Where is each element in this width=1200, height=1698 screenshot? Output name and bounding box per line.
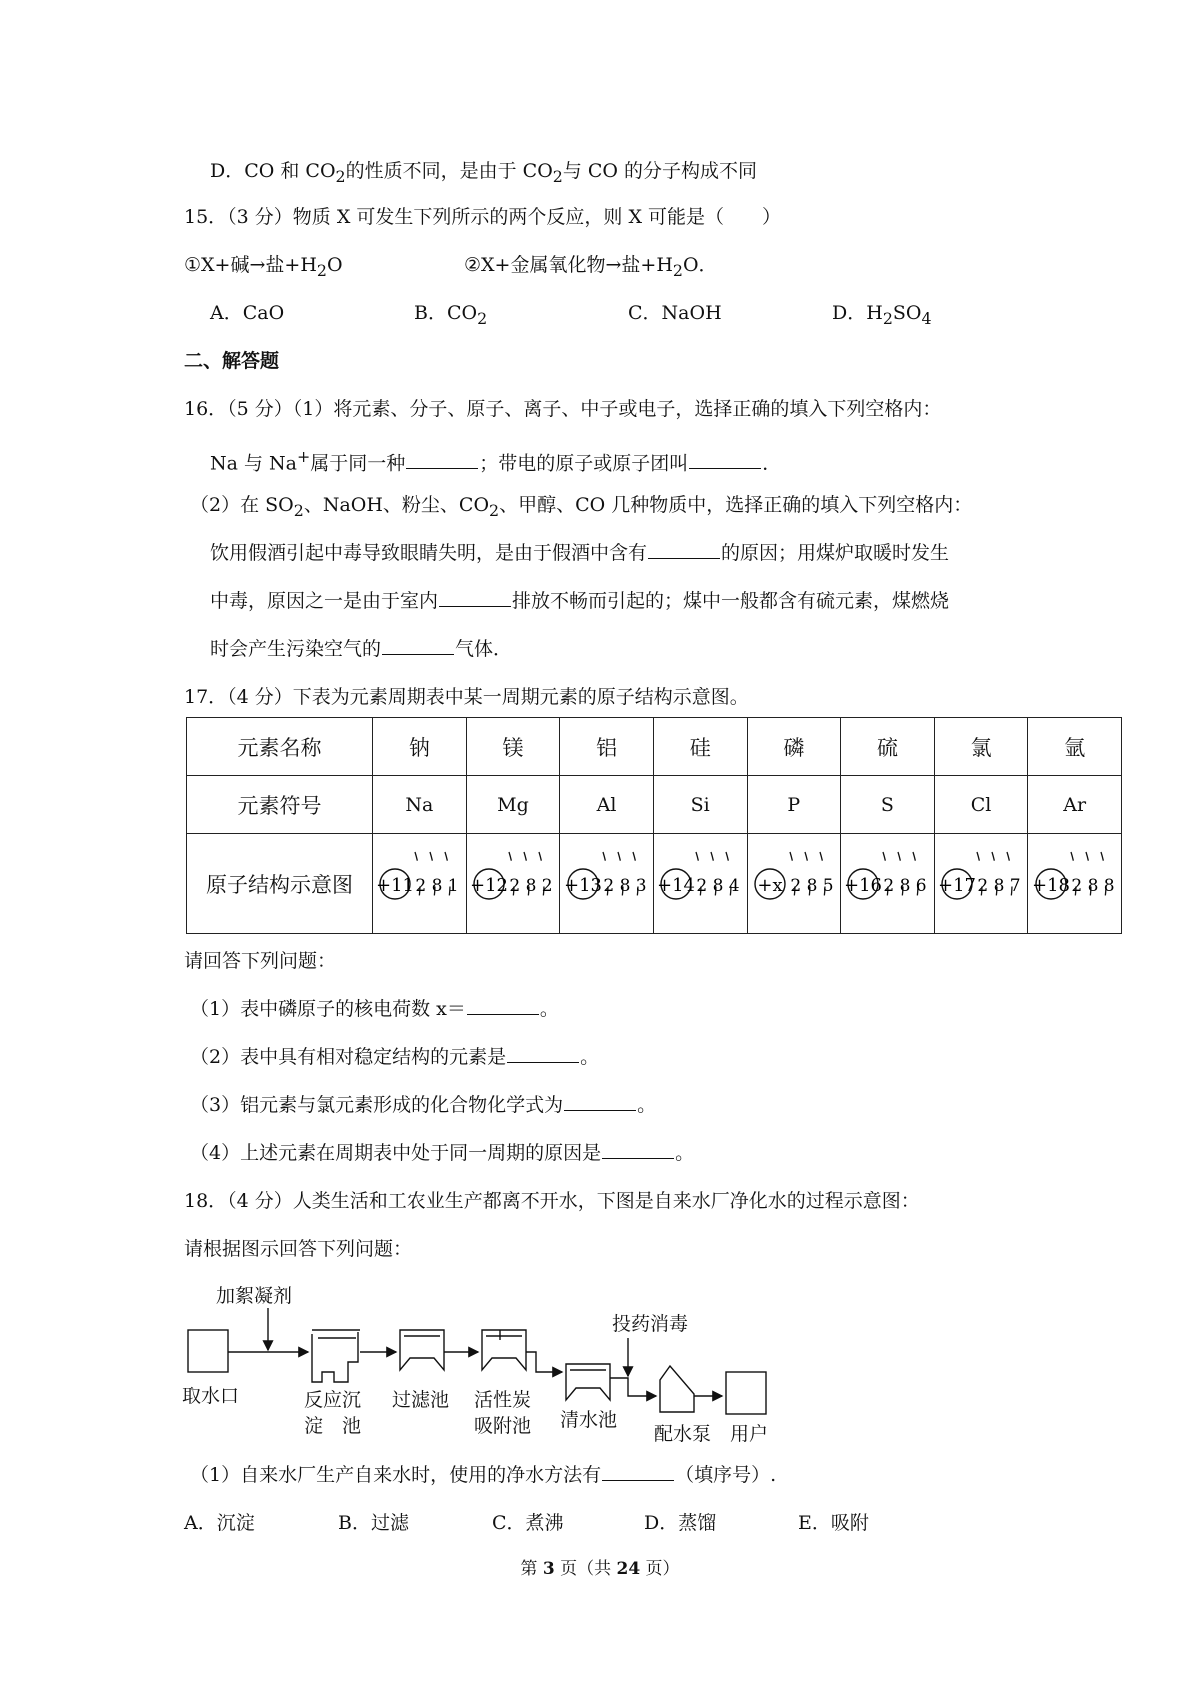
- electron-shells: 2 8 4: [696, 875, 740, 896]
- element-symbol: Al: [560, 776, 654, 834]
- electron-shells: 2 8 2: [509, 875, 553, 896]
- water-treatment-diagram: [182, 1272, 802, 1452]
- answer-blank[interactable]: [564, 1092, 636, 1111]
- q15-reaction-1: ①X+碱→盐$+H_2O$: [184, 254, 343, 280]
- q15-option-c: C．NaOH: [628, 302, 722, 324]
- label-carbon: 吸附池: [474, 1415, 532, 1437]
- electron-shells: 2 8 6: [883, 875, 928, 896]
- nucleus-charge: +13: [563, 874, 602, 896]
- atom-diagram: [563, 842, 651, 926]
- q17-stem: 17．（4 分）下表为元素周期表中某一周期元素的原子结构示意图。: [184, 686, 749, 708]
- electron-shells: 2 8 1: [415, 875, 459, 896]
- q17-sub-1: （1）表中磷原子的核电荷数 x＝ 。: [190, 998, 559, 1020]
- answer-blank[interactable]: [507, 1044, 579, 1063]
- atom-diagram: [1031, 842, 1119, 926]
- q18-stem: 18．（4 分）人类生活和工农业生产都离不开水，下图是自来水厂净化水的过程示意图：: [184, 1190, 920, 1212]
- q16-line-4: 中毒，原因之一是由于室内 排放不畅而引起的；煤中一般都含有硫元素，煤燃烧: [210, 590, 950, 612]
- label-disinfect: 投药消毒: [612, 1313, 689, 1335]
- q18-option-a: A．沉淀: [184, 1512, 255, 1534]
- q18-option-b: B．过滤: [338, 1512, 409, 1534]
- q15-option-a: A．CaO: [210, 302, 285, 324]
- element-symbol: Mg: [466, 776, 560, 834]
- row-atomic-structure: [187, 834, 1122, 934]
- q16-part-2: （2）在 $SO_2$、NaOH、粉尘、$CO_2$、甲醇、CO 几种物质中，选择正确的填入下列空格内：: [190, 494, 973, 520]
- label-add-coagulant: 加絮凝剂: [216, 1285, 293, 1307]
- q15-option-d: D．$H_2SO_4$: [832, 302, 932, 328]
- q18-option-d: D．蒸馏: [644, 1512, 717, 1534]
- section-title: 二、解答题: [184, 350, 280, 372]
- page-footer: 第 3 页（共 24 页）: [520, 1559, 680, 1579]
- element-name: 氩: [1028, 718, 1122, 776]
- header-element-name: 元素名称: [187, 718, 373, 776]
- electron-shells: 2 8 3: [602, 875, 647, 896]
- electron-shells: 2 8 5: [790, 875, 834, 896]
- electron-shells: 2 8 8: [1071, 875, 1115, 896]
- label-intake: 取水口: [182, 1385, 240, 1407]
- atom-diagram: [375, 842, 463, 926]
- q17-sub-2: （2）表中具有相对稳定结构的元素是 。: [190, 1046, 600, 1068]
- q17-sub-3: （3）铝元素与氯元素形成的化合物化学式为 。: [190, 1094, 657, 1116]
- q18-option-c: C．煮沸: [492, 1512, 564, 1534]
- answer-blank[interactable]: [648, 540, 720, 559]
- q15-reaction-2: ②X+金属氧化物→盐$+H_2O$．: [464, 254, 718, 280]
- label-pump: 配水泵: [654, 1423, 712, 1445]
- element-symbol: Si: [653, 776, 747, 834]
- label-carbon: 活性炭: [474, 1389, 532, 1411]
- element-symbol: P: [747, 776, 841, 834]
- element-name: 氯: [934, 718, 1028, 776]
- label-settle: 反应沉: [304, 1389, 362, 1411]
- q17-sub-4: （4）上述元素在周期表中处于同一周期的原因是 。: [190, 1142, 695, 1164]
- element-name: 硫: [841, 718, 935, 776]
- nucleus-charge: +17: [938, 874, 977, 896]
- q16-line-3: 饮用假酒引起中毒导致眼睛失明，是由于假酒中含有 的原因；用煤炉取暖时发生: [210, 542, 950, 564]
- header-element-symbol: 元素符号: [187, 776, 373, 834]
- nucleus-charge: +x: [757, 874, 783, 896]
- q16-stem: 16．（5 分）（1）将元素、分子、原子、离子、中子或电子，选择正确的填入下列空格内：: [184, 398, 942, 420]
- row-element-name: [187, 718, 1122, 776]
- element-name: 硅: [653, 718, 747, 776]
- q15-option-b: B．$CO_2$: [414, 302, 488, 328]
- periodic-table: [186, 717, 1122, 934]
- nucleus-charge: +18: [1031, 874, 1070, 896]
- q18-option-e: E．吸附: [798, 1512, 869, 1534]
- answer-blank[interactable]: [602, 1140, 674, 1159]
- q18-sub-1: （1）自来水厂生产自来水时，使用的净水方法有 （填序号）.: [190, 1464, 777, 1486]
- q16-line-5: 时会产生污染空气的 气体．: [210, 638, 513, 660]
- q18-ask: 请根据图示回答下列问题：: [184, 1238, 413, 1260]
- label-settle: 淀 池: [304, 1415, 362, 1437]
- header-atomic-structure: 原子结构示意图: [187, 834, 373, 934]
- answer-blank[interactable]: [602, 1462, 674, 1481]
- answer-blank[interactable]: [689, 450, 761, 469]
- nucleus-charge: +16: [844, 874, 883, 896]
- answer-blank[interactable]: [467, 996, 539, 1015]
- nucleus-charge: +14: [657, 874, 696, 896]
- atom-diagram: [750, 842, 838, 926]
- answer-blank[interactable]: [382, 636, 454, 655]
- q16-line-1: Na 与 Na+属于同一种 ；带电的原子或原子团叫 ．: [210, 447, 782, 475]
- element-symbol: Na: [373, 776, 467, 834]
- element-symbol: S: [841, 776, 935, 834]
- atom-diagram: [469, 842, 557, 926]
- nucleus-charge: +12: [469, 874, 508, 896]
- nucleus-charge: +11: [376, 874, 415, 896]
- label-clear-pool: 清水池: [560, 1409, 618, 1431]
- atom-diagram: [656, 842, 744, 926]
- element-symbol: Cl: [934, 776, 1028, 834]
- electron-shells: 2 8 7: [977, 875, 1021, 896]
- row-element-symbol: [187, 776, 1122, 834]
- q17-ask: 请回答下列问题：: [184, 950, 337, 972]
- element-name: 磷: [747, 718, 841, 776]
- element-symbol: Ar: [1028, 776, 1122, 834]
- atom-diagram: [843, 842, 931, 926]
- q15-stem: 15．（3 分）物质 X 可发生下列所示的两个反应，则 X 可能是（ ）: [184, 206, 782, 228]
- element-name: 铝: [560, 718, 654, 776]
- answer-blank[interactable]: [439, 588, 511, 607]
- element-name: 钠: [373, 718, 467, 776]
- label-user: 用户: [730, 1423, 769, 1445]
- atom-diagram: [937, 842, 1025, 926]
- answer-blank[interactable]: [406, 450, 478, 469]
- element-name: 镁: [466, 718, 560, 776]
- q14-option-d: D．CO 和 $CO_2$的性质不同，是由于 $CO_2$与 CO 的分子构成不同: [210, 160, 758, 186]
- label-filter: 过滤池: [392, 1389, 450, 1411]
